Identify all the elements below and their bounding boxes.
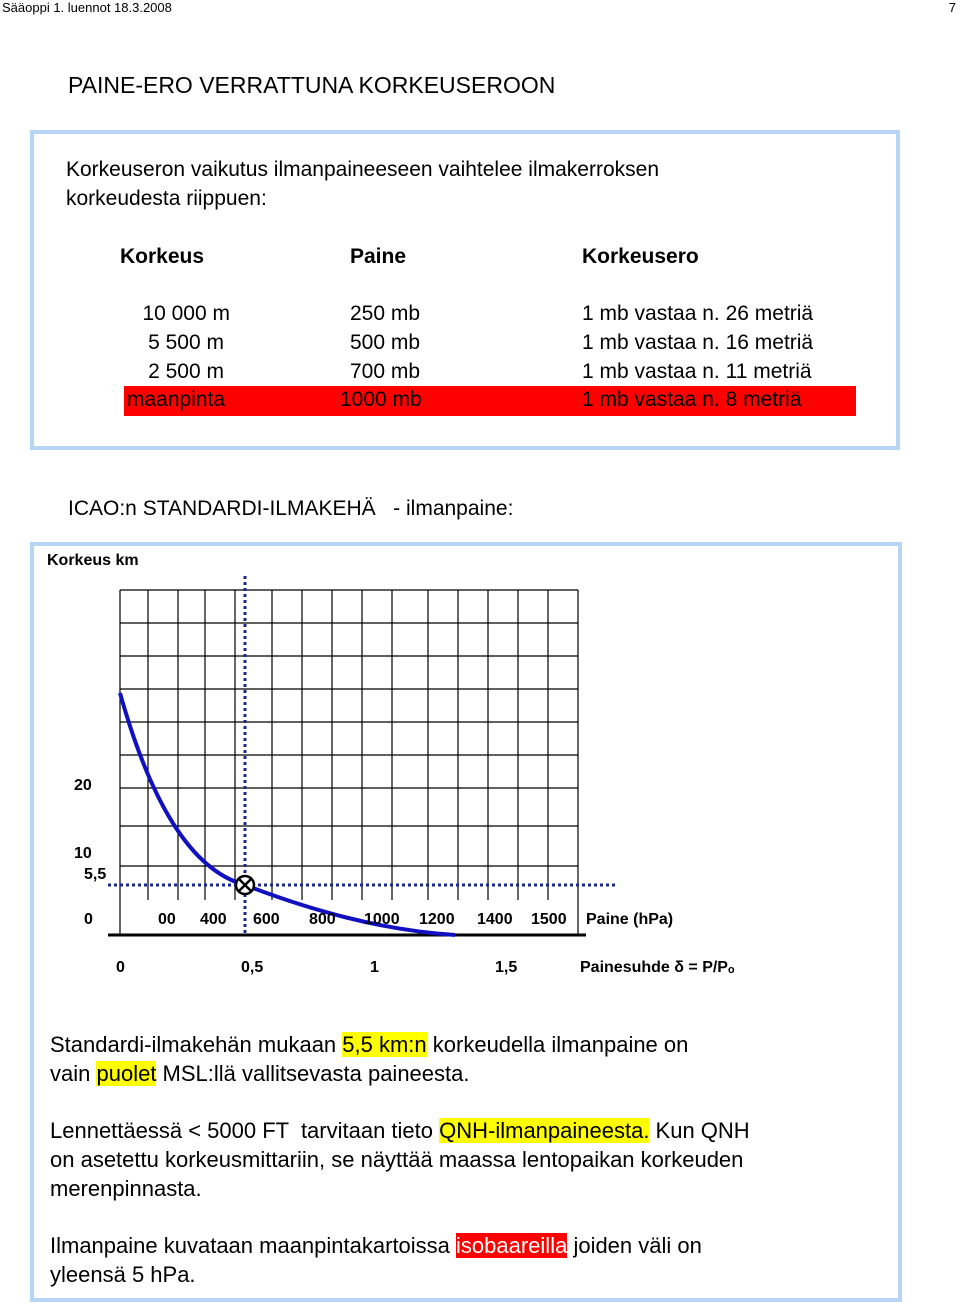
highlighted-text: puolet (96, 1061, 157, 1086)
half-pressure-marker-icon (236, 876, 254, 894)
y-tick: 10 (74, 845, 92, 862)
row-diff: 1 mb vastaa n. 26 metriä (582, 302, 814, 325)
x-tick: 800 (309, 911, 336, 928)
text-run: MSL:llä vallitsevasta paineesta. (156, 1061, 470, 1086)
row-pressure: 1000 mb (340, 388, 422, 411)
ratio-tick: 0,5 (241, 959, 264, 976)
text-run: Lennettäessä < 5000 FT tarvitaan tieto (50, 1118, 440, 1143)
row-diff: 1 mb vastaa n. 11 metriä (582, 360, 812, 383)
y-tick: 20 (74, 777, 92, 794)
paragraph-2-line-3: merenpinnasta. (50, 1176, 202, 1201)
ratio-tick: 1 (370, 959, 379, 976)
text-run: Kun QNH (649, 1118, 750, 1143)
page-title: PAINE-ERO VERRATTUNA KORKEUSEROON (68, 72, 556, 98)
paragraph-2-line-1 (50, 1116, 750, 1145)
highlighted-text: isobaareilla (456, 1233, 568, 1258)
paragraph-2-line-2: on asetettu korkeusmittariin, se näyttää maassa lentopaikan korkeuden (50, 1147, 744, 1172)
pressure-curve (120, 693, 455, 935)
y-tick: 0 (84, 911, 93, 928)
ratio-label: Painesuhde δ = P/Pₒ (580, 959, 735, 976)
paragraph-3-line-2: yleensä 5 hPa. (50, 1262, 196, 1287)
row-pressure: 700 mb (350, 360, 421, 383)
intro-line-2: korkeudesta riippuen: (66, 187, 267, 210)
x-tick: 400 (200, 911, 227, 928)
highlighted-text: QNH-ilmanpaineesta. (439, 1118, 650, 1143)
paragraph-3-line-1 (50, 1231, 702, 1260)
text-run: joiden väli on (567, 1233, 702, 1258)
intro-line-1: Korkeuseron vaikutus ilmanpaineeseen vaihtelee ilmakerroksen (66, 158, 659, 181)
row-diff: 1 mb vastaa n. 8 metriä (582, 388, 802, 411)
x-tick: 1400 (477, 911, 513, 928)
x-tick: 600 (253, 911, 280, 928)
x-tick: 1500 (531, 911, 567, 928)
y-axis-label: Korkeus km (47, 552, 139, 569)
x-axis-label: Paine (hPa) (586, 911, 674, 928)
x-tick: 00 (158, 911, 176, 928)
row-height: maanpinta (127, 388, 226, 411)
row-height: 2 500 m (148, 360, 224, 383)
ratio-tick: 1,5 (495, 959, 518, 976)
page-number: 7 (948, 0, 956, 15)
icao-heading: ICAO:n STANDARDI-ILMAKEHÄ - ilmanpaine: (68, 497, 514, 520)
paragraph-1-line-1 (50, 1030, 688, 1059)
highlighted-text: 5,5 km:n (342, 1032, 427, 1057)
col-header-pressure: Paine (350, 245, 407, 268)
col-header-diff: Korkeusero (582, 245, 699, 268)
text-run: Ilmanpaine kuvataan maanpintakartoissa (50, 1233, 457, 1258)
paragraph-1-line-2 (50, 1059, 470, 1088)
text-run: vain (50, 1061, 97, 1086)
text-run: korkeudella ilmanpaine on (426, 1032, 689, 1057)
ratio-tick: 0 (116, 959, 125, 976)
row-height: 5 500 m (148, 331, 224, 354)
col-header-height: Korkeus (120, 245, 205, 268)
y-tick: 5,5 (84, 866, 107, 883)
row-diff: 1 mb vastaa n. 16 metriä (582, 331, 814, 354)
x-tick: 1000 (364, 911, 400, 928)
row-height: 10 000 m (142, 302, 230, 325)
chart-grid (120, 590, 578, 935)
text-run: Standardi-ilmakehän mukaan (50, 1032, 343, 1057)
x-tick: 1200 (419, 911, 455, 928)
row-pressure: 250 mb (350, 302, 421, 325)
header-left: Sääoppi 1. luennot 18.3.2008 (2, 0, 172, 15)
row-pressure: 500 mb (350, 331, 421, 354)
